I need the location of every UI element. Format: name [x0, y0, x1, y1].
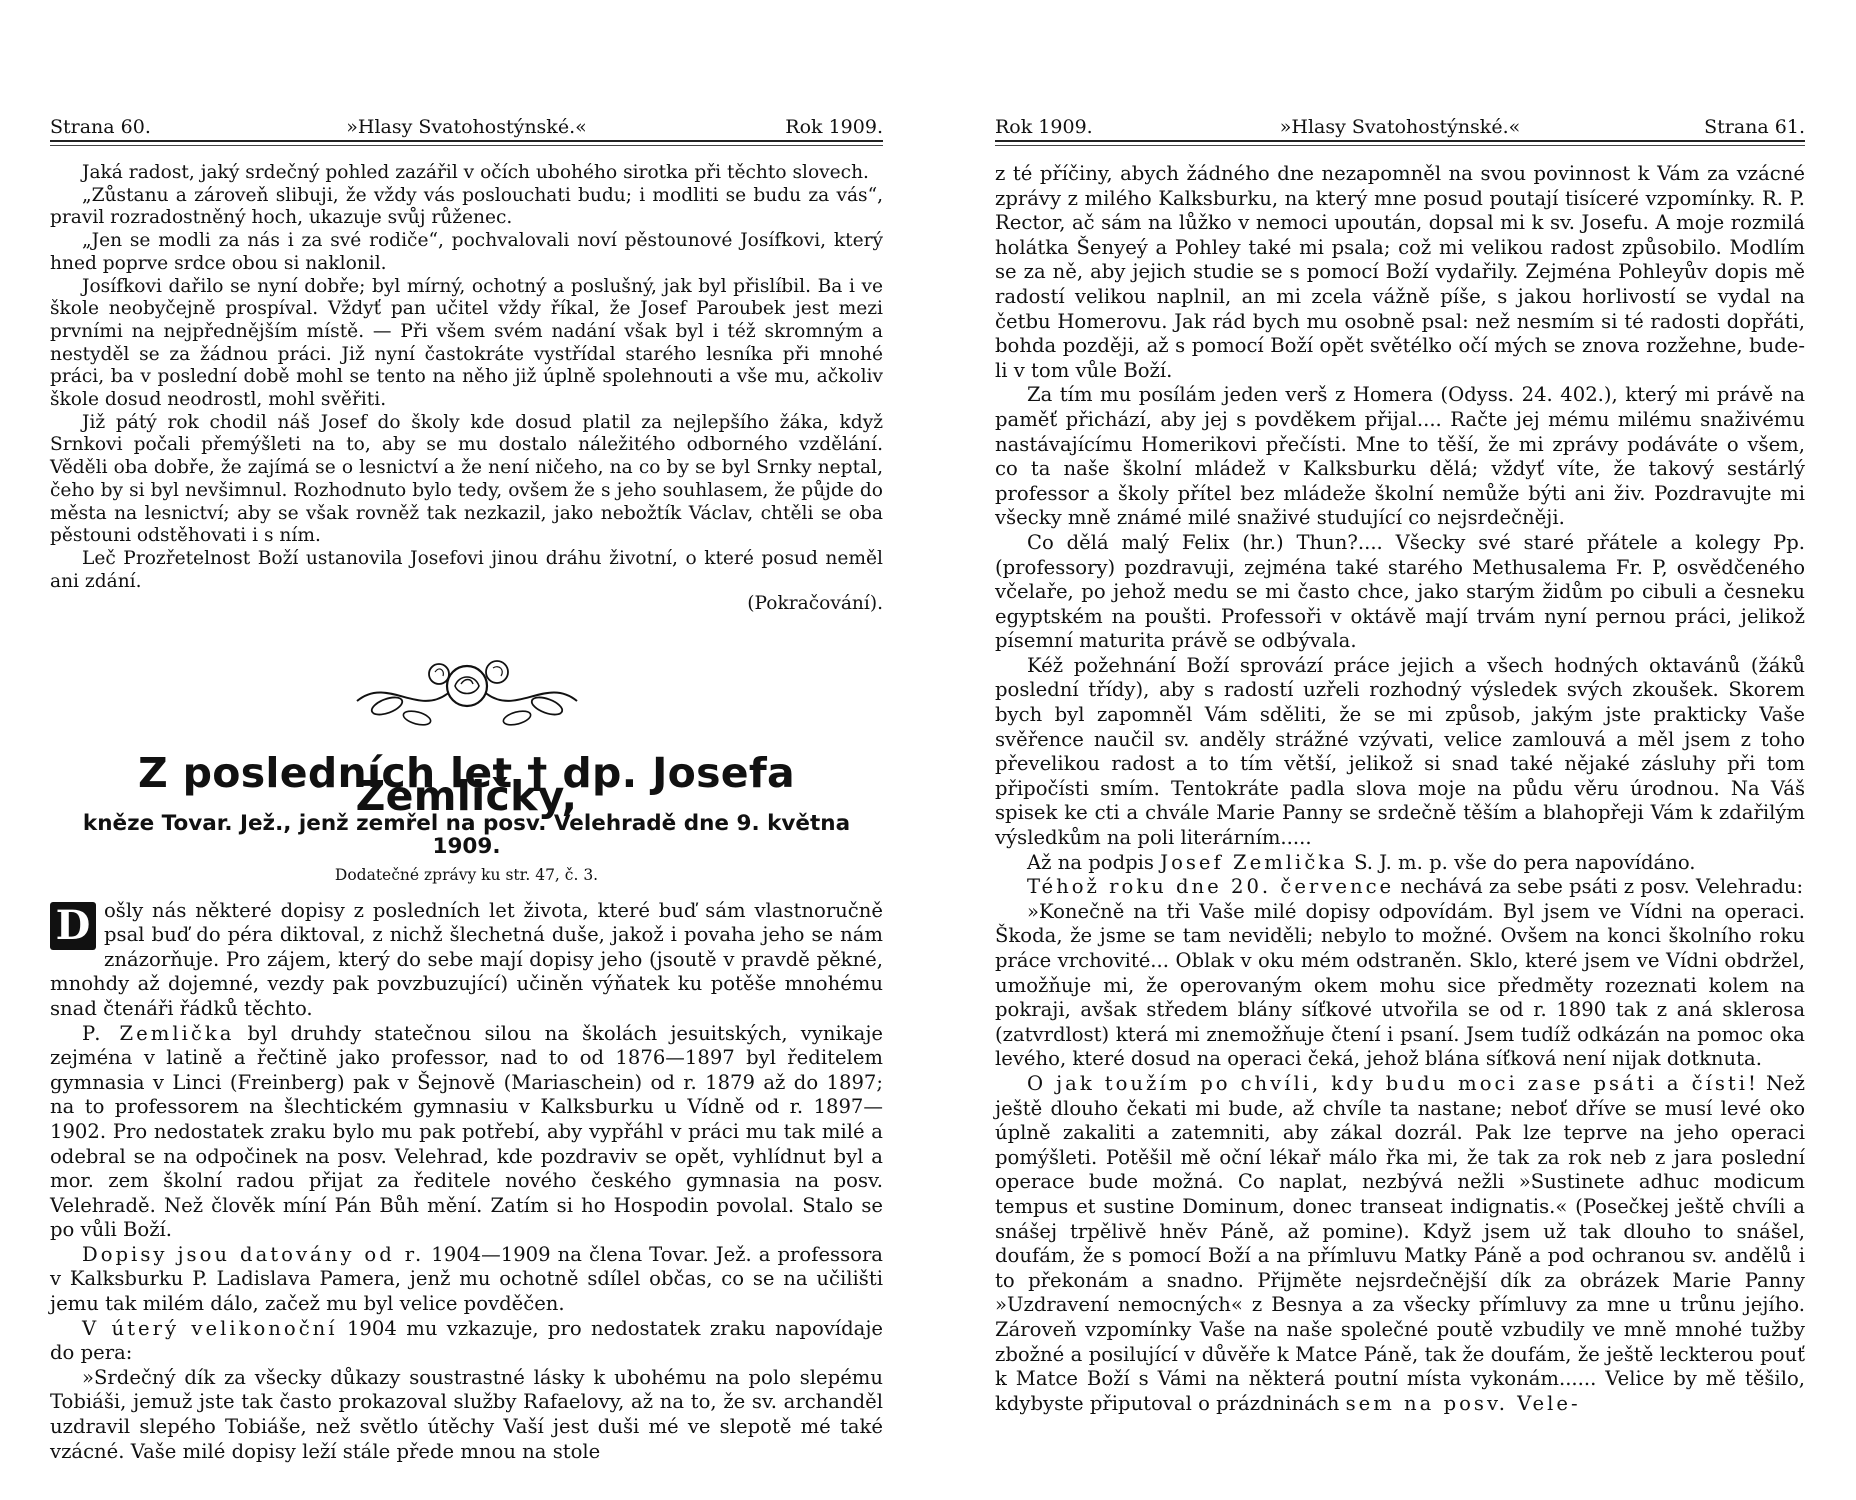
letter-paragraph: Co dělá malý Felix (hr.) Thun?.... Všecky své staré přátele a kolegy Pp. (professory) pozdravuji, zejména také starého Methusalema Fr. P, osvědčeného včelaře, po jehož medu se mi často chce, jako starým židům po cibuli a česneku egyptském na poušti. Professoři v oktávě mají trvám nyní pernou práci, jelikož písemní maturita právě se odbývala.: [995, 530, 1805, 653]
letter-paragraph: [995, 875, 1805, 900]
paragraph-text: 1904 mu vzkazuje, pro nedostatek zraku napovídaje do pera:: [50, 1316, 883, 1365]
article-body: [50, 899, 883, 1465]
letter-paragraph: z té příčiny, abych žádného dne nezapomněl na svou povinnost k Vám za vzácné zprávy z milého Kalksburku, na který mne posud poutají tisíceré vzpomínky. R. P. Rector, ač sám na lůžko v nemoci upoután, dopsal mi k sv. Josefu. A moje rozmilá holátka Šenyeý a Pohley také mi psala; což mi velikou radost způsobilo. Modlím se za ně, aby jejich studie se s pomocí Boží vydařily. Zejména Pohleyův dopis mě radostí velikou naplnil, an mi zcela vážně píše, s jakou horlivostí se vydal na četbu Homerovu. Jak rád bych mu osobně psal: než nesmím si té radosti dopřáti, bohda později, až s pomocí Boží opět světélko očí mých se znova rozžehne, bude-li v tom vůle Boží.: [995, 162, 1805, 382]
article-reference-note: Dodatečné zprávy ku str. 47, č. 3.: [334, 865, 599, 884]
spaced-text: sem na posv. Vele-: [1345, 1391, 1581, 1415]
story-paragraph: Jaká radost, jaký srdečný pohled zazářil v očích ubohého sirotka při těchto slovech.: [82, 162, 869, 183]
spaced-name: Josef Zemlička: [1160, 850, 1348, 874]
letter-paragraph: [995, 851, 1805, 876]
story-paragraph: „Zůstanu a zároveň slibuji, že vždy vás poslouchati budu; i modliti se budu za vás“, pravil rozradostněný hoch, ukazuje svůj růženec.: [50, 184, 883, 229]
left-header-rule: [50, 140, 883, 146]
article-paragraph: [50, 1317, 883, 1366]
letter-paragraph: Kéž požehnání Boží sprovází práce jejich a všech hodných oktavánů (žáků poslední třídy), aby s radostí uzřeli rozhodný výsledek svých zkoušek. Skorem bych byl zapomněl Vám sděliti, že se mi způsob, jakým jste prakticky Vaše svěřence naučil sv. anděly strážné vzývati, velice zamlouvá a měl jsem z toho převelikou radost a to tím větší, jelikož si snad také nějaké zásluhy při tom připočísti smím. Tentokráte padla slova moje na půdu věru úrodnou. Na Váš spisek ke cti a chvále Marie Panny se srdečně těším a blahopřeji Vám k zdařilým výsledkům na poli literárním.....: [995, 653, 1805, 850]
story-paragraph: Josífkovi dařilo se nyní dobře; byl mírný, ochotný a poslušný, jak byl přislíbil. Ba i ve škole neobyčejně prospíval. Vždyť pan učitel vždy říkal, že Josef Paroubek jest mezi prvními na nejpřednějším místě. — Při všem svém nadání však byl i též skromným a nestyděl se za žádnou práci. Již nyní častokráte vystřídal starého lesníka při mnohé práci, ba v poslední době mohl se tento na něho již úplně spolehnouti a vše mu, ačkoliv škole dosud neodrostl, mohl svěřiti.: [50, 275, 883, 411]
article-paragraph: [50, 1022, 883, 1243]
article-title: Z posledních let † dp. Josefa Zemličky,: [137, 749, 796, 820]
letter-paragraph: [995, 1072, 1805, 1416]
paragraph-text: nechává za sebe psáti z posv. Velehradu:: [1394, 875, 1804, 899]
continued-row: [50, 593, 883, 616]
right-page-number: Strana 61.: [1704, 116, 1805, 138]
story-paragraph: Již pátý rok chodil náš Josef do školy kde dosud platil za nejlepšího žáka, když Srnkovi počali přemýšleti na to, aby se mu dostalo náležitého odborného vzdělání. Věděli oba dobře, že zajímá se o lesnictví a že není ničeho, na co by se byl Srnky neptal, čeho by si byl nevšimnul. Rozhodnuto bylo tedy, ovšem že s jeho souhlasem, že půjde do města na lesnictví; aby se však rovněž tak nezkazil, jako nebožtík Václav, chtěli se oba pěstouni odstěhovati i s ním.: [50, 411, 883, 547]
paragraph-text: 1904—1909 na člena Tovar. Jež. a professora v Kalksburku P. Ladislava Pamera, jenž mu ochotně sdílel občas, co se na učilišti jemu tak milém dálo, začež mu byl velice povděčen.: [50, 1242, 883, 1316]
spaced-text: O jak toužím po chvíli, kdy budu moci zase psáti a čísti!: [1027, 1071, 1759, 1095]
left-journal-title: »Hlasy Svatohostýnské.«: [346, 116, 587, 138]
article-paragraph: »Srdečný dík za všecky důkazy soustrastné lásky k ubohému na polo slepému Tobiáši, jemuž jste tak často prokazoval služby Rafaelovy, až na to, že sv. archanděl uzdravil slepého Tobiáše, než světlo útěchy Vaší jest duši mé ve slepotě mé také vzácné. Vaše milé dopisy leží stále přede mnou na stole: [50, 1365, 883, 1463]
spaced-text: Dopisy jsou datovány od r.: [82, 1242, 425, 1266]
article-subtitle: kněze Tovar. Jež., jenž zemřel na posv. Velehradě dne 9. května 1909.: [82, 811, 851, 860]
article-paragraph: [50, 1243, 883, 1317]
right-page-year: Rok 1909.: [995, 116, 1093, 138]
rose-ornament-icon: [347, 646, 587, 736]
left-page: [50, 0, 883, 1500]
story-paragraph: Leč Prozřetelnost Boží ustanovila Josefovi jinou dráhu životní, o které posud neměl ani zdání.: [50, 547, 883, 592]
left-page-number: Strana 60.: [50, 116, 151, 138]
paragraph-text: Až na podpis: [1027, 850, 1161, 874]
left-page-header: [50, 110, 883, 138]
right-page-body: [995, 162, 1805, 1416]
right-page-header: [995, 110, 1805, 138]
paragraph-text: S. J. m. p. vše do pera napovídáno.: [1347, 850, 1696, 874]
continued-note: (Pokračování).: [747, 593, 883, 615]
letter-paragraph: Za tím mu posílám jeden verš z Homera (Odyss. 24. 402.), který mi právě na paměť přichází, aby jej s povděkem přijal.... Račte jej mému milému snaživému nastávajícímu Homerikovi přečísti. Mne to těší, že mi zprávy podáváte o všem, co ta naše školní mládež v Kalksburku dělá; vždyť víte, že takový sestárlý professor a školy přítel bez mládeže školní nemůže býti ani živ. Pozdravujte mi všecky mně známé milé snaživé studující co nejsrdečněji.: [995, 383, 1805, 530]
right-page: [995, 0, 1805, 1500]
right-journal-title: »Hlasy Svatohostýnské.«: [1279, 116, 1521, 138]
paragraph-text: byl druhdy statečnou silou na školách jesuitských, vynikaje zejména v latině a řečtině jako professor, nad to od 1876—1897 byl ředitelem gymnasia v Linci (Freinberg) pak v Šejnově (Mariaschein) od r. 1879 až do 1897; na to professorem na šlechtickém gymnasiu v Kalksburku u Vídně od r. 1897—1902. Pro nedostatek zraku bylo mu pak potřebí, aby vypřáhl v práci mu tak milé a odebral se na odpočinek na posv. Velehrad, kde pozdraviv se opět, vyhlídnut byl a mor. zem školní radou přijat za ředitele nového českého gymnasia na posv. Velehradě. Než člověk míní Pán Bůh mění. Zatím si ho Hospodin povolal. Stalo se po vůli Boží.: [50, 1021, 883, 1242]
drop-cap: D: [50, 902, 96, 950]
spaced-name: P. Zemlička: [82, 1021, 235, 1045]
article-first-paragraph: [50, 899, 883, 1022]
spaced-text: Téhož roku dne 20. července: [1027, 875, 1395, 899]
left-page-year: Rok 1909.: [785, 116, 883, 138]
letter-paragraph: »Konečně na tři Vaše milé dopisy odpovídám. Byl jsem ve Vídni na operaci. Škoda, že jsme se tam neviděli; nebylo to možné. Ovšem na konci školního roku práce vrchovité... Oblak v oku mém odstraněn. Sklo, které jsem ve Vídni obdržel, umožňuje mi, že operovaným okem mohu sice předměty rozeznati kolem na pokraji, avšak středem blány síťkové utvořila se od r. 1890 tak z aná sklerosa (zatvrdlost) která mi znemožňuje čtení i psaní. Jsem tudíž odkázán na pomoc oka levého, které dosud na operaci čeká, jehož blána síťková není nijak dotknuta.: [995, 899, 1805, 1071]
first-paragraph-text: ošly nás některé dopisy z posledních let života, které buď sám vlastnoručně psal buď do péra diktoval, z nichž šlechetná duše, jakož i povaha jeho se nám znázorňuje. Pro zájem, který do sebe mají dopisy jeho (jsoutě v pravdě pěkné, mnohdy až dojemné, vezdy pak povzbuzující) učiněn výňatek ku potěše mnohému snad čtenáři řádků těchto.: [50, 898, 883, 1020]
story-paragraph: „Jen se modli za nás i za své rodiče“, pochvalovali noví pěstounové Josífkovi, který hned poprve srdce obou si naklonil.: [50, 230, 883, 274]
left-page-body: [50, 162, 883, 1464]
right-header-rule: [995, 140, 1805, 146]
paragraph-text: Než ještě dlouho čekati mi bude, až chvíle ta nastane; neboť dříve se musí levé oko úplně zakaliti a zatemniti, aby zákal dozrál. Pak lze teprve na jeho operaci pomýšleti. Potěšil mě oční lékař málo řka mi, že tak za rok neb z jara poslední operace bude možná. Co naplat, nezbývá nežli »Sustinete adhuc modicum tempus et sustine Dominum, donec transeat indignatis.« (Posečkej ještě chvíli a snášej trpělivě hněv Páně, až pomine). Když jsem už tak dlouho to snášel, doufám, že s pomocí Boží a na přímluvu Matky Páně a pod ochranou sv. andělů i to překonám a snadno. Přijměte nejsrdečnější dík za obrázek Marie Panny »Uzdravení nemocných« z Besnya a za všecky přímluvy za mne u trůnu jejího. Zároveň vzpomínky Vaše na naše společné poutě vzbudily ve mně mnohé tužby zbožné a posilující v důvěře k Matce Páně, tak že doufám, že ještě leckterou pouť k Matce Boží s Vámi na některá poutní místa vykonám...... Velice by mě těšilo, kdybyste připutoval o prázdninách: [995, 1071, 1806, 1415]
spaced-text: V úterý velikonoční: [82, 1316, 338, 1340]
